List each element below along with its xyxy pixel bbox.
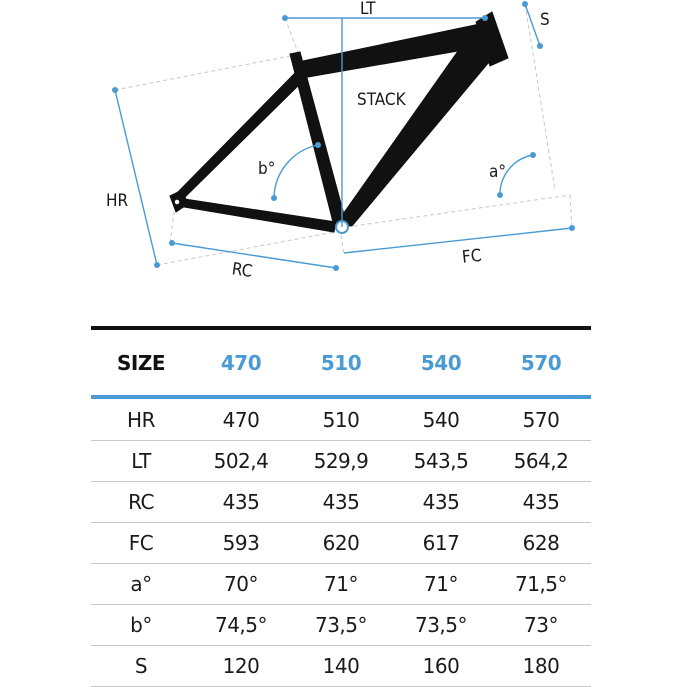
table-cell: 620 [291, 523, 391, 564]
hr-start-dot [112, 87, 118, 93]
table-cell: 73° [491, 605, 591, 646]
geometry-table-wrapper [91, 326, 591, 687]
table-row-lt [91, 441, 591, 482]
b-angle-label: b° [258, 159, 276, 179]
rc-start-dot [169, 240, 175, 246]
table-row-s [91, 646, 591, 687]
table-row-b-angle [91, 605, 591, 646]
table-cell: 628 [491, 523, 591, 564]
fc-label: FC [461, 245, 483, 268]
table-cell: 74,5° [191, 605, 291, 646]
table-cell: 502,4 [191, 441, 291, 482]
table-cell: 140 [291, 646, 391, 687]
table-cell: 435 [291, 482, 391, 523]
table-cell: 71,5° [491, 564, 591, 605]
row-label: b° [91, 605, 191, 646]
table-row-fc [91, 523, 591, 564]
a-angle-label: a° [489, 162, 507, 182]
stack-label: STACK [357, 90, 406, 110]
table-row-a-angle [91, 564, 591, 605]
fc-line [344, 228, 572, 253]
guide-fc-right [570, 195, 572, 228]
table-cell: 510 [291, 399, 391, 441]
size-header-row [91, 330, 591, 395]
row-label: a° [91, 564, 191, 605]
table-cell: 71° [291, 564, 391, 605]
table-cell: 435 [491, 482, 591, 523]
guide-rc-left [170, 205, 175, 243]
row-label: LT [91, 441, 191, 482]
bike-frame [170, 12, 508, 232]
rear-axle [174, 199, 180, 205]
fc-end-dot [569, 225, 575, 231]
s-start-dot [522, 1, 528, 7]
table-cell: 435 [391, 482, 491, 523]
table-cell: 470 [191, 399, 291, 441]
a-arc-start-dot [530, 152, 536, 158]
table-cell: 120 [191, 646, 291, 687]
size-header-470: 470 [220, 350, 262, 375]
hr-label: HR [106, 191, 129, 211]
chain-stay [178, 198, 336, 232]
table-cell: 71° [391, 564, 491, 605]
guide-s-fork [525, 4, 555, 190]
geometry-table [91, 330, 591, 687]
guide-fc-ground [340, 195, 570, 228]
b-arc-end-dot [271, 195, 277, 201]
s-label: S [540, 10, 550, 30]
table-cell: 540 [391, 399, 491, 441]
a-arc-end-dot [497, 192, 503, 198]
table-row-rc [91, 482, 591, 523]
row-label: RC [91, 482, 191, 523]
table-cell: 73,5° [391, 605, 491, 646]
row-label: S [91, 646, 191, 687]
table-cell: 543,5 [391, 441, 491, 482]
lt-label: LT [360, 0, 376, 19]
hr-line [115, 90, 157, 265]
b-angle-arc [274, 145, 318, 198]
row-label: HR [91, 399, 191, 441]
rc-end-dot [333, 265, 339, 271]
table-cell: 70° [191, 564, 291, 605]
table-cell: 529,9 [291, 441, 391, 482]
table-row-hr [91, 399, 591, 441]
guide-hr-bottom [157, 232, 335, 265]
table-cell: 570 [491, 399, 591, 441]
s-line [525, 4, 540, 46]
s-end-dot [537, 43, 543, 49]
rc-label: RC [230, 259, 254, 282]
hr-end-dot [154, 262, 160, 268]
table-cell: 617 [391, 523, 491, 564]
b-arc-start-dot [315, 142, 321, 148]
table-cell: 180 [491, 646, 591, 687]
table-cell: 564,2 [491, 441, 591, 482]
table-cell: 73,5° [291, 605, 391, 646]
row-label: FC [91, 523, 191, 564]
frame-geometry-diagram [0, 0, 685, 300]
size-header-510: 510 [320, 350, 362, 375]
seat-stay [176, 72, 304, 198]
table-cell: 435 [191, 482, 291, 523]
size-header-570: 570 [520, 350, 562, 375]
table-cell: 593 [191, 523, 291, 564]
frame-geometry-svg [0, 0, 685, 300]
lt-start-dot [282, 15, 288, 21]
guide-hr-top [115, 55, 295, 90]
size-header-540: 540 [420, 350, 462, 375]
lt-end-dot [482, 15, 488, 21]
size-header-label: SIZE [116, 350, 165, 375]
table-cell: 160 [391, 646, 491, 687]
